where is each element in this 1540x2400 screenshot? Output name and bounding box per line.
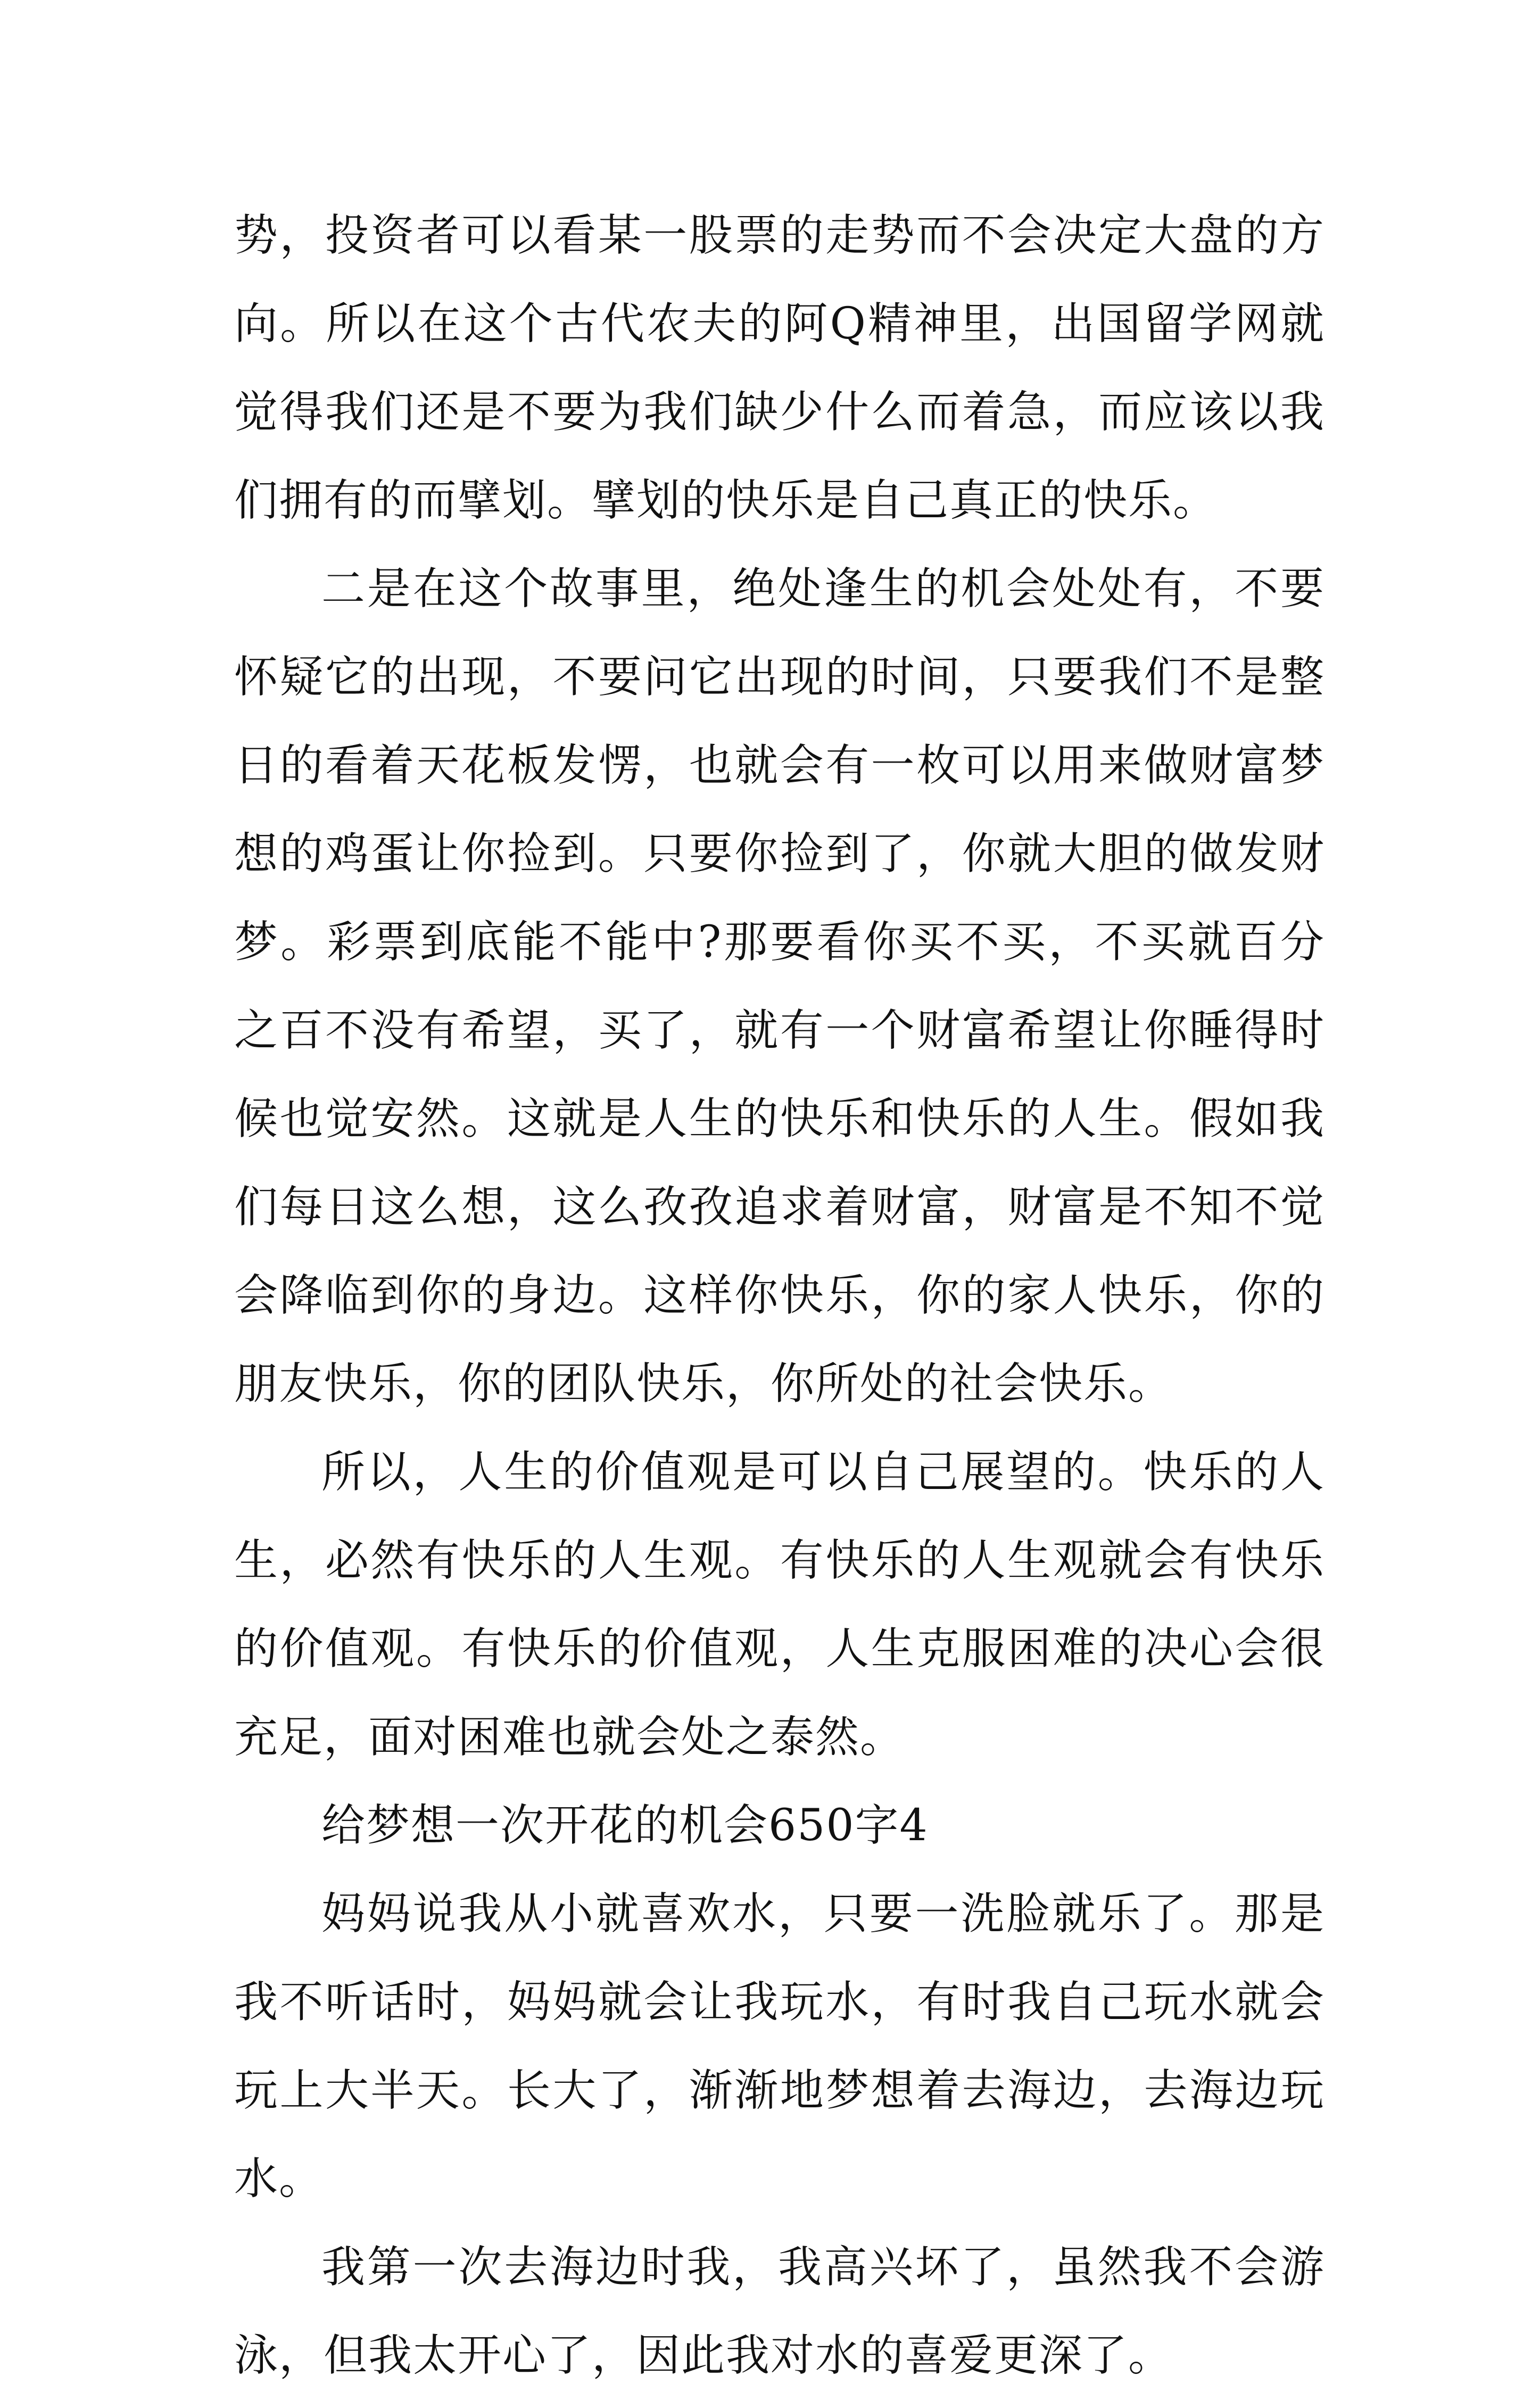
paragraph-1: 势，投资者可以看某一股票的走势而不会决定大盘的方向。所以在这个古代农夫的阿Q精神里，出国留学网就觉得我们还是不要为我们缺少什么而着急，而应该以我们拥有的而擘划。擘划的快乐是自己真正的快乐。 bbox=[234, 210, 1325, 526]
document-body bbox=[234, 192, 1325, 2400]
paragraph-2: 二是在这个故事里，绝处逢生的机会处处有，不要怀疑它的出现，不要问它出现的时间，只要我们不是整日的看着天花板发愣，也就会有一枚可以用来做财富梦想的鸡蛋让你捡到。只要你捡到了，你就大胆的做发财梦。彩票到底能不能中?那要看你买不买，不买就百分之百不没有希望，买了，就有一个财富希望让你睡得时候也觉安然。这就是人生的快乐和快乐的人生。假如我们每日这么想，这么孜孜追求着财富，财富是不知不觉会降临到你的身边。这样你快乐，你的家人快乐，你的朋友快乐，你的团队快乐，你所处的社会快乐。 bbox=[234, 564, 1325, 1409]
paragraph-4: 妈妈说我从小就喜欢水，只要一洗脸就乐了。那是我不听话时，妈妈就会让我玩水，有时我自己玩水就会玩上大半天。长大了，渐渐地梦想着去海边，去海边玩水。 bbox=[234, 1889, 1325, 2204]
paragraph-3: 所以，人生的价值观是可以自己展望的。快乐的人生，必然有快乐的人生观。有快乐的人生观就会有快乐的价值观。有快乐的价值观，人生克服困难的决心会很充足，面对困难也就会处之泰然。 bbox=[234, 1447, 1325, 1762]
paragraph-5: 我第一次去海边时我，我高兴坏了，虽然我不会游泳，但我太开心了，因此我对水的喜爱更深了。 bbox=[234, 2242, 1325, 2381]
section-heading: 给梦想一次开花的机会650字4 bbox=[321, 1800, 929, 1851]
